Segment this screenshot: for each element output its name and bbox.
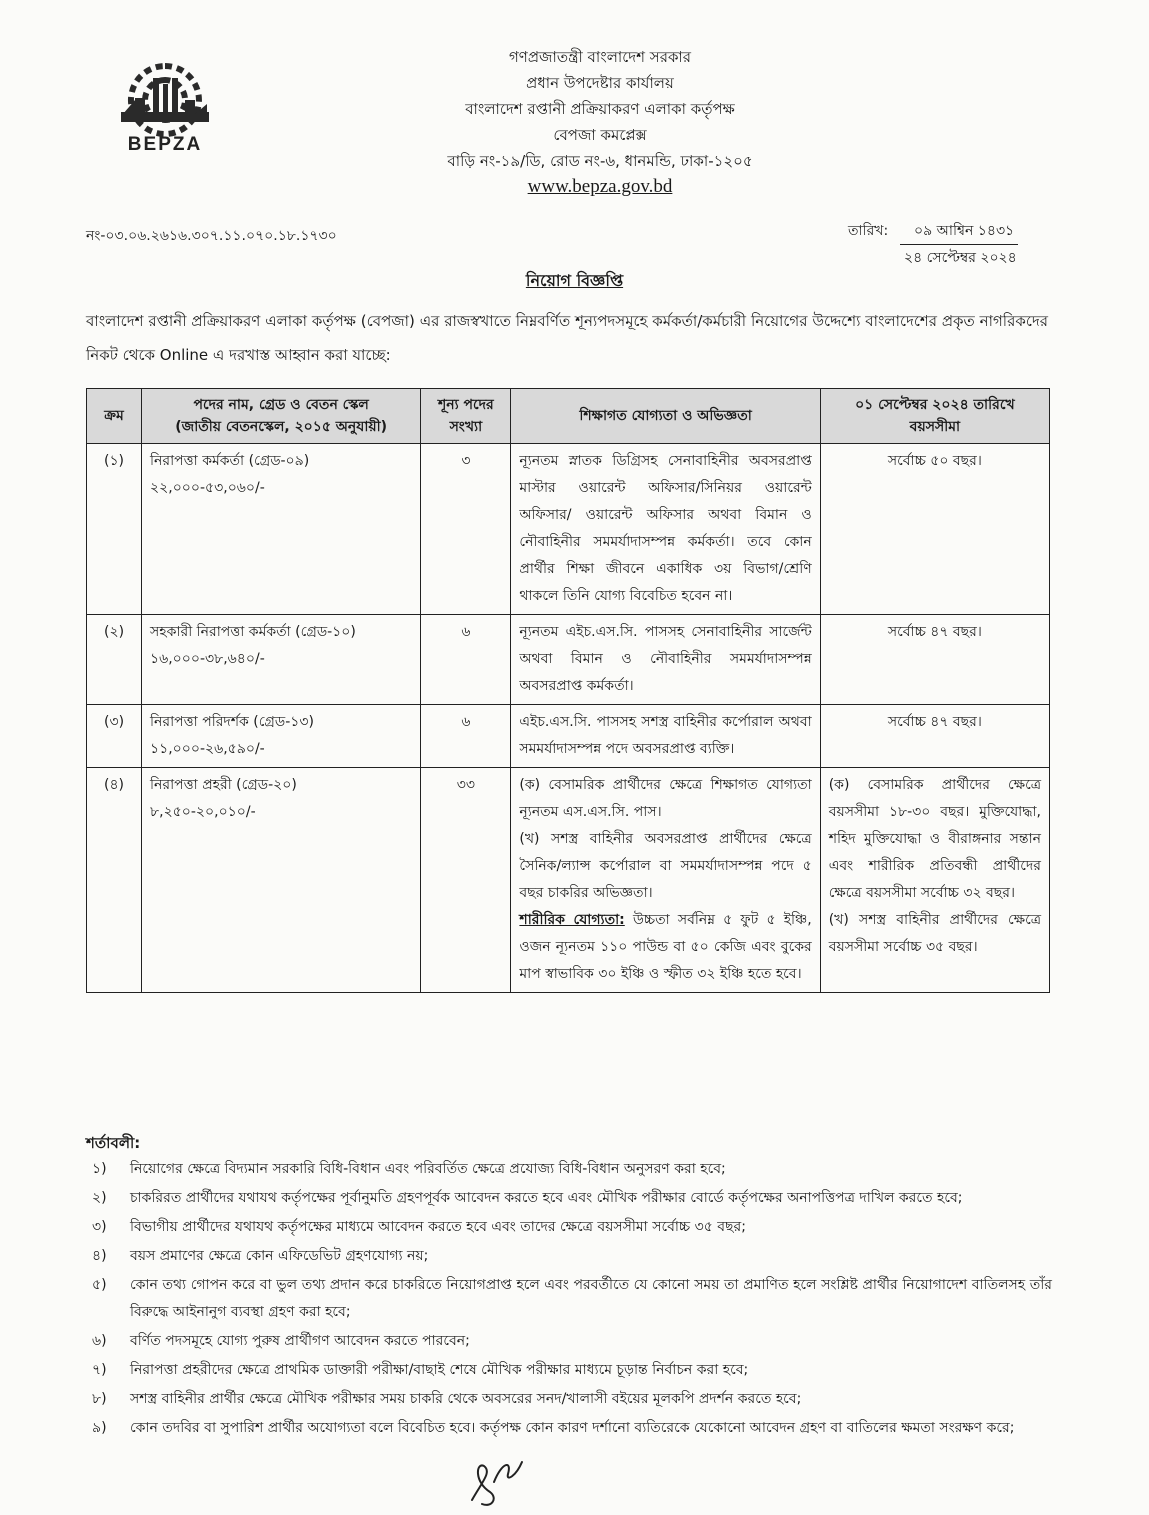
conditions-list xyxy=(92,1156,1052,1444)
condition-number: ৪) xyxy=(92,1248,107,1264)
qualification-civil: (ক) বেসামরিক প্রার্থীদের ক্ষেত্রে শিক্ষাগত যোগ্যতা ন্যূনতম এস.এস.সি. পাস। xyxy=(519,777,812,820)
condition-text: বর্ণিত পদসমূহে যোগ্য পুরুষ প্রার্থীগণ আবেদন করতে পারবেন; xyxy=(130,1333,470,1349)
row-count: ৩ xyxy=(421,444,511,615)
condition-number: ৯) xyxy=(92,1420,107,1436)
row-age xyxy=(820,768,1049,993)
post-name: নিরাপত্তা কর্মকর্তা (গ্রেড-০৯) xyxy=(150,453,310,469)
row-count: ৬ xyxy=(421,615,511,705)
condition-number: ৮) xyxy=(92,1391,107,1407)
date-label: তারিখ: xyxy=(848,223,889,239)
website-link[interactable]: www.bepza.gov.bd xyxy=(527,176,673,197)
condition-text: কোন তদবির বা সুপারিশ প্রার্থীর অযোগ্যতা বলে বিবেচিত হবে। কর্তৃপক্ষ কোন কারণ দর্শানো ব্যতিরেকে যেকোনো আবেদন গ্রহণ বা বাতিলের ক্ষমতা সংরক্ষণ করে; xyxy=(130,1420,1015,1436)
condition-number: ১) xyxy=(92,1161,107,1177)
row-qualification: ন্যূনতম এইচ.এস.সি. পাসসহ সেনাবাহিনীর সার্জেন্ট অথবা বিমান ও নৌবাহিনীর সমমর্যাদাসম্পন্ন অবসরপ্রাপ্ত কর্মকর্তা। xyxy=(511,615,820,705)
header-post-name-line2: (জাতীয় বেতনস্কেল, ২০১৫ অনুযায়ী) xyxy=(175,419,388,435)
bepza-logo xyxy=(105,60,225,160)
row-serial: (১) xyxy=(87,444,142,615)
condition-text: নিয়োগের ক্ষেত্রে বিদ্যমান সরকারি বিধি-বিধান এবং পরিবর্তিত ক্ষেত্রে প্রযোজ্য বিধি-বিধান অনুসরণ করা হবে; xyxy=(130,1161,726,1177)
pay-scale: ১১,০০০-২৬,৫৯০/- xyxy=(150,741,265,757)
list-item xyxy=(92,1272,1052,1326)
table-header-row xyxy=(87,389,1050,444)
age-armed-forces: (খ) সশস্ত্র বাহিনীর প্রার্থীদের ক্ষেত্রে বয়সসীমা সর্বোচ্চ ৩৫ বছর। xyxy=(828,912,1041,955)
condition-text: বয়স প্রমাণের ক্ষেত্রে কোন এফিডেভিট গ্রহণযোগ্য নয়; xyxy=(130,1248,429,1264)
logo-text: BEPZA xyxy=(127,134,203,155)
condition-number: ৫) xyxy=(92,1277,107,1293)
row-qualification xyxy=(511,768,820,993)
condition-text: নিরাপত্তা প্রহরীদের ক্ষেত্রে প্রাথমিক ডাক্তারী পরীক্ষা/বাছাই শেষে মৌখিক পরীক্ষার মাধ্যমে চূড়ান্ত নির্বাচন করা হবে; xyxy=(130,1362,749,1378)
list-item xyxy=(92,1328,1052,1355)
qualification-armed-forces: (খ) সশস্ত্র বাহিনীর অবসরপ্রাপ্ত প্রার্থীদের ক্ষেত্রে সৈনিক/ল্যান্স কর্পোরাল বা সমমর্যাদাসম্পন্ন পদে ৫ বছর চাকরির অভিজ্ঞতা। xyxy=(519,831,812,901)
conditions-title: শর্তাবলী: xyxy=(86,1134,141,1152)
complex-name: বেপজা কমপ্লেক্স xyxy=(553,126,647,144)
list-item xyxy=(92,1214,1052,1241)
header-age-line1: ০১ সেপ্টেম্বর ২০২৪ তারিখে xyxy=(855,397,1015,413)
condition-text: চাকরিরত প্রার্থীদের যথাযথ কর্তৃপক্ষের পূর্বানুমতি গ্রহণপূর্বক আবেদন করতে হবে এবং মৌখিক পরীক্ষার বোর্ডে কর্তৃপক্ষের অনাপত্তিপত্র দাখিল করতে হবে; xyxy=(130,1190,963,1206)
physical-text: উচ্চতা সর্বনিম্ন ৫ ফুট ৫ ইঞ্চি, ওজন ন্যূনতম ১১০ পাউন্ড বা ৫০ কেজি এবং বুকের মাপ স্বাভাবিক ৩০ ইঞ্চি ও স্ফীত ৩২ ইঞ্চি হতে হবে। xyxy=(519,912,812,982)
date-block xyxy=(848,218,1018,271)
table-row xyxy=(87,444,1050,615)
header-count-line2: সংখ্যা xyxy=(449,419,483,435)
age-civil: (ক) বেসামরিক প্রার্থীদের ক্ষেত্রে বয়সসীমা ১৮-৩০ বছর। মুক্তিযোদ্ধা, শহিদ মুক্তিযোদ্ধা ও বীরাঙ্গনার সন্তান এবং শারীরিক প্রতিবন্ধী প্রার্থীদের ক্ষেত্রে বয়সসীমা সর্বোচ্চ ৩২ বছর। xyxy=(828,777,1041,901)
list-item xyxy=(92,1386,1052,1413)
row-serial: (৩) xyxy=(87,705,142,768)
table-row xyxy=(87,768,1050,993)
gear-factory-icon xyxy=(105,60,225,138)
table-row xyxy=(87,615,1050,705)
condition-text: বিভাগীয় প্রার্থীদের যথাযথ কর্তৃপক্ষের মাধ্যমে আবেদন করতে হবে এবং তাদের ক্ষেত্রে বয়সসীমা সর্বোচ্চ ৩৫ বছর; xyxy=(130,1219,746,1235)
row-count: ৬ xyxy=(421,705,511,768)
row-serial: (৪) xyxy=(87,768,142,993)
row-age: সর্বোচ্চ ৪৭ বছর। xyxy=(820,705,1049,768)
vacancy-table xyxy=(86,388,1050,993)
header-vacancy-count xyxy=(421,389,511,444)
row-qualification: এইচ.এস.সি. পাসসহ সশস্ত্র বাহিনীর কর্পোরাল অথবা সমমর্যাদাসম্পন্ন পদে অবসরপ্রাপ্ত ব্যক্তি। xyxy=(511,705,820,768)
condition-number: ৬) xyxy=(92,1333,107,1349)
condition-number: ২) xyxy=(92,1190,107,1206)
post-name: নিরাপত্তা পরিদর্শক (গ্রেড-১৩) xyxy=(150,714,314,730)
physical-label: শারীরিক যোগ্যতা: xyxy=(519,912,625,928)
condition-number: ৩) xyxy=(92,1219,107,1235)
memo-number: নং-০৩.০৬.২৬১৬.৩০৭.১১.০৭০.১৮.১৭৩০ xyxy=(86,228,337,244)
pay-scale: ২২,০০০-৫৩,০৬০/- xyxy=(150,480,265,496)
government-name: গণপ্রজাতন্ত্রী বাংলাদেশ সরকার xyxy=(508,48,692,66)
notice-title-text: নিয়োগ বিজ্ঞপ্তি xyxy=(525,271,624,290)
list-item xyxy=(92,1185,1052,1212)
header-post-name-line1: পদের নাম, গ্রেড ও বেতন স্কেল xyxy=(193,397,369,413)
post-name: সহকারী নিরাপত্তা কর্মকর্তা (গ্রেড-১০) xyxy=(150,624,356,640)
row-age: সর্বোচ্চ ৫০ বছর। xyxy=(820,444,1049,615)
physical-requirements xyxy=(519,907,811,988)
row-age: সর্বোচ্চ ৪৭ বছর। xyxy=(820,615,1049,705)
header-qualification: শিক্ষাগত যোগ্যতা ও অভিজ্ঞতা xyxy=(511,389,820,444)
list-item xyxy=(92,1357,1052,1384)
pay-scale: ৮,২৫০-২০,০১০/- xyxy=(150,804,256,820)
office-name: প্রধান উপদেষ্টার কার্যালয় xyxy=(526,74,674,92)
letterhead xyxy=(340,44,860,200)
condition-text: কোন তথ্য গোপন করে বা ভুল তথ্য প্রদান করে চাকরিতে নিয়োগপ্রাপ্ত হলে এবং পরবর্তীতে যে কোনো সময় তা প্রমাণিত হলে সংশ্লিষ্ট প্রার্থীর নিয়োগাদেশ বাতিলসহ তাঁর বিরুদ্ধে আইনানুগ ব্যবস্থা গ্রহণ করা হবে; xyxy=(130,1277,1052,1320)
address: বাড়ি নং-১৯/ডি, রোড নং-৬, ধানমন্ডি, ঢাকা-১২০৫ xyxy=(447,152,753,170)
condition-text: সশস্ত্র বাহিনীর প্রার্থীর ক্ষেত্রে মৌখিক পরীক্ষার সময় চাকরি থেকে অবসরের সনদ/খালাসী বইয়ের মূলকপি প্রদর্শন করতে হবে; xyxy=(130,1391,802,1407)
row-post xyxy=(142,444,421,615)
row-post xyxy=(142,615,421,705)
header-count-line1: শূন্য পদের xyxy=(437,397,494,413)
row-post xyxy=(142,705,421,768)
header-age-limit xyxy=(820,389,1049,444)
row-count: ৩৩ xyxy=(421,768,511,993)
intro-paragraph: বাংলাদেশ রপ্তানী প্রক্রিয়াকরণ এলাকা কর্তৃপক্ষ (বেপজা) এর রাজস্বখাতে নিম্নবর্ণিত শূন্যপদসমূহে কর্মকর্তা/কর্মচারী নিয়োগের উদ্দেশ্যে বাংলাদেশের প্রকৃত নাগরিকদের নিকট থেকে Online এ দরখাস্ত আহ্বান করা যাচ্ছে: xyxy=(86,312,1048,364)
row-serial: (২) xyxy=(87,615,142,705)
notice-title xyxy=(0,268,1149,295)
date-bangla: ০৯ আশ্বিন ১৪৩১ xyxy=(900,218,1018,245)
list-item xyxy=(92,1243,1052,1270)
list-item xyxy=(92,1156,1052,1183)
authority-name: বাংলাদেশ রপ্তানী প্রক্রিয়াকরণ এলাকা কর্তৃপক্ষ xyxy=(465,100,735,118)
header-post-name xyxy=(142,389,421,444)
signature-mark xyxy=(462,1452,532,1512)
condition-number: ৭) xyxy=(92,1362,107,1378)
header-serial: ক্রম xyxy=(87,389,142,444)
list-item xyxy=(92,1415,1052,1442)
row-post xyxy=(142,768,421,993)
pay-scale: ১৬,০০০-৩৮,৬৪০/- xyxy=(150,651,265,667)
table-row xyxy=(87,705,1050,768)
post-name: নিরাপত্তা প্রহরী (গ্রেড-২০) xyxy=(150,777,297,793)
row-qualification: ন্যূনতম স্নাতক ডিগ্রিসহ সেনাবাহিনীর অবসরপ্রাপ্ত মাস্টার ওয়ারেন্ট অফিসার/সিনিয়র ওয়ারেন্ট অফিসার/ ওয়ারেন্ট অফিসার অথবা বিমান ও নৌবাহিনীর সমমর্যাদাসম্পন্ন কর্মকর্তা। তবে কোন প্রার্থীর শিক্ষা জীবনে একাধিক ৩য় বিভাগ/শ্রেণি থাকলে তিনি যোগ্য বিবেচিত হবেন না। xyxy=(511,444,820,615)
date-english: ২৪ সেপ্টেম্বর ২০২৪ xyxy=(904,250,1017,266)
header-age-line2: বয়সসীমা xyxy=(909,419,961,435)
